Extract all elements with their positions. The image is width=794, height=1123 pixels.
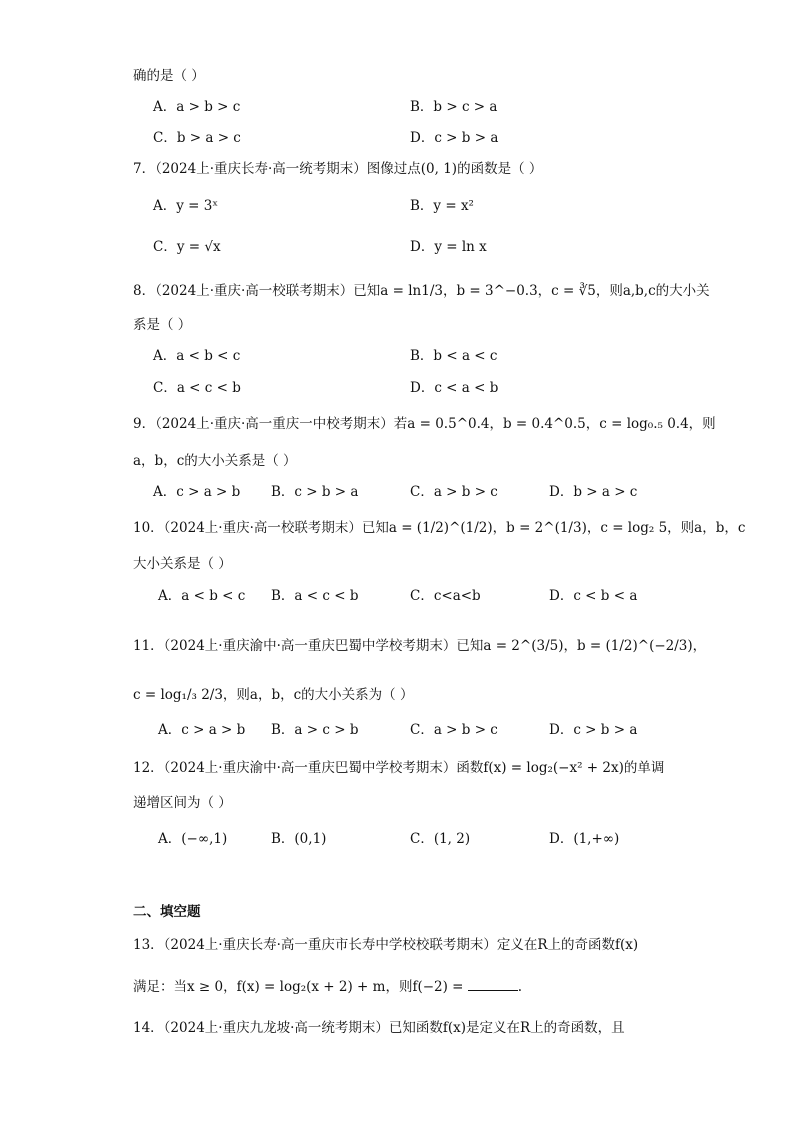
q12-option-d: D．(1,+∞): [549, 831, 620, 847]
q6-option-b: B．b > c > a: [410, 99, 498, 115]
q12-option-c: C．(1, 2): [410, 831, 471, 847]
q11-option-b: B．a > c > b: [271, 722, 359, 738]
q14-stem-line1: 14．（2024上·重庆九龙坡·高一统考期末）已知函数f(x)是定义在R上的奇函数，且: [133, 1020, 625, 1036]
q7-option-a: A．y = 3ˣ: [153, 198, 219, 214]
q8-option-c: C．a < c < b: [153, 380, 241, 396]
q7-option-d: D．y = ln x: [410, 239, 487, 255]
q9-stem-line1: 9．（2024上·重庆·高一重庆一中校考期末）若a = 0.5^0.4，b = 0.4^0.5，c = log₀.₅ 0.4，则: [133, 416, 716, 432]
q8-option-b: B．b < a < c: [410, 348, 498, 364]
q9-stem-line2: a，b，c的大小关系是（ ）: [133, 453, 297, 469]
q6-option-c: C．b > a > c: [153, 130, 241, 146]
q9-option-d: D．b > a > c: [549, 484, 638, 500]
q11-option-c: C．a > b > c: [410, 722, 498, 738]
q10-stem-line1: 10．（2024上·重庆·高一校联考期末）已知a = (1/2)^(1/2)，b = 2^(1/3)，c = log₂ 5，则a，b，c: [133, 520, 746, 536]
q11-stem-line2: c = log₁/₃ 2/3，则a，b，c的大小关系为（ ）: [133, 687, 414, 703]
q13-stem-text: 满足：当x ≥ 0，f(x) = log₂(x + 2) + m，则f(−2) =: [133, 979, 464, 995]
q9-option-a: A．c > a > b: [153, 484, 241, 500]
q10-option-c: C．c<a<b: [410, 588, 481, 604]
q11-stem-line1: 11．（2024上·重庆渝中·高一重庆巴蜀中学校考期末）已知a = 2^(3/5)，b = (1/2)^(−2/3)，: [133, 638, 707, 654]
q6-stem-tail: 确的是（ ）: [133, 68, 205, 84]
q12-stem-line1: 12．（2024上·重庆渝中·高一重庆巴蜀中学校考期末）函数f(x) = log₂(−x² + 2x)的单调: [133, 760, 665, 776]
q13-stem-line2: [133, 976, 522, 997]
q10-stem-line2: 大小关系是（ ）: [133, 556, 232, 572]
section-heading-fill-in: 二、填空题: [133, 904, 201, 920]
q7-option-b: B．y = x²: [410, 198, 474, 214]
q11-option-d: D．c > b > a: [549, 722, 638, 738]
q13-stem-line1: 13．（2024上·重庆长寿·高一重庆市长寿中学校校联考期末）定义在R上的奇函数f(x): [133, 937, 639, 953]
q6-option-d: D．c > b > a: [410, 130, 499, 146]
q8-stem-line2: 系是（ ）: [133, 317, 192, 333]
q8-stem-line1: 8．（2024上·重庆·高一校联考期末）已知a = ln1/3，b = 3^−0.3，c = ∛5，则a,b,c的大小关: [133, 283, 710, 299]
q10-option-d: D．c < b < a: [549, 588, 638, 604]
q9-option-b: B．c > b > a: [271, 484, 359, 500]
q12-option-b: B．(0,1): [271, 831, 327, 847]
q11-option-a: A．c > a > b: [158, 722, 246, 738]
q10-option-a: A．a < b < c: [158, 588, 246, 604]
q12-stem-line2: 递增区间为（ ）: [133, 795, 232, 811]
q8-option-a: A．a < b < c: [153, 348, 241, 364]
q8-option-d: D．c < a < b: [410, 380, 499, 396]
q6-option-a: A．a > b > c: [153, 99, 241, 115]
q9-option-c: C．a > b > c: [410, 484, 498, 500]
q12-option-a: A．(−∞,1): [158, 831, 228, 847]
q7-stem: 7．（2024上·重庆长寿·高一统考期末）图像过点(0, 1)的函数是（ ）: [133, 161, 543, 177]
answer-blank: [468, 976, 518, 991]
q13-period: .: [517, 979, 523, 995]
q7-option-c: C．y = √x: [153, 239, 221, 255]
q10-option-b: B．a < c < b: [271, 588, 359, 604]
